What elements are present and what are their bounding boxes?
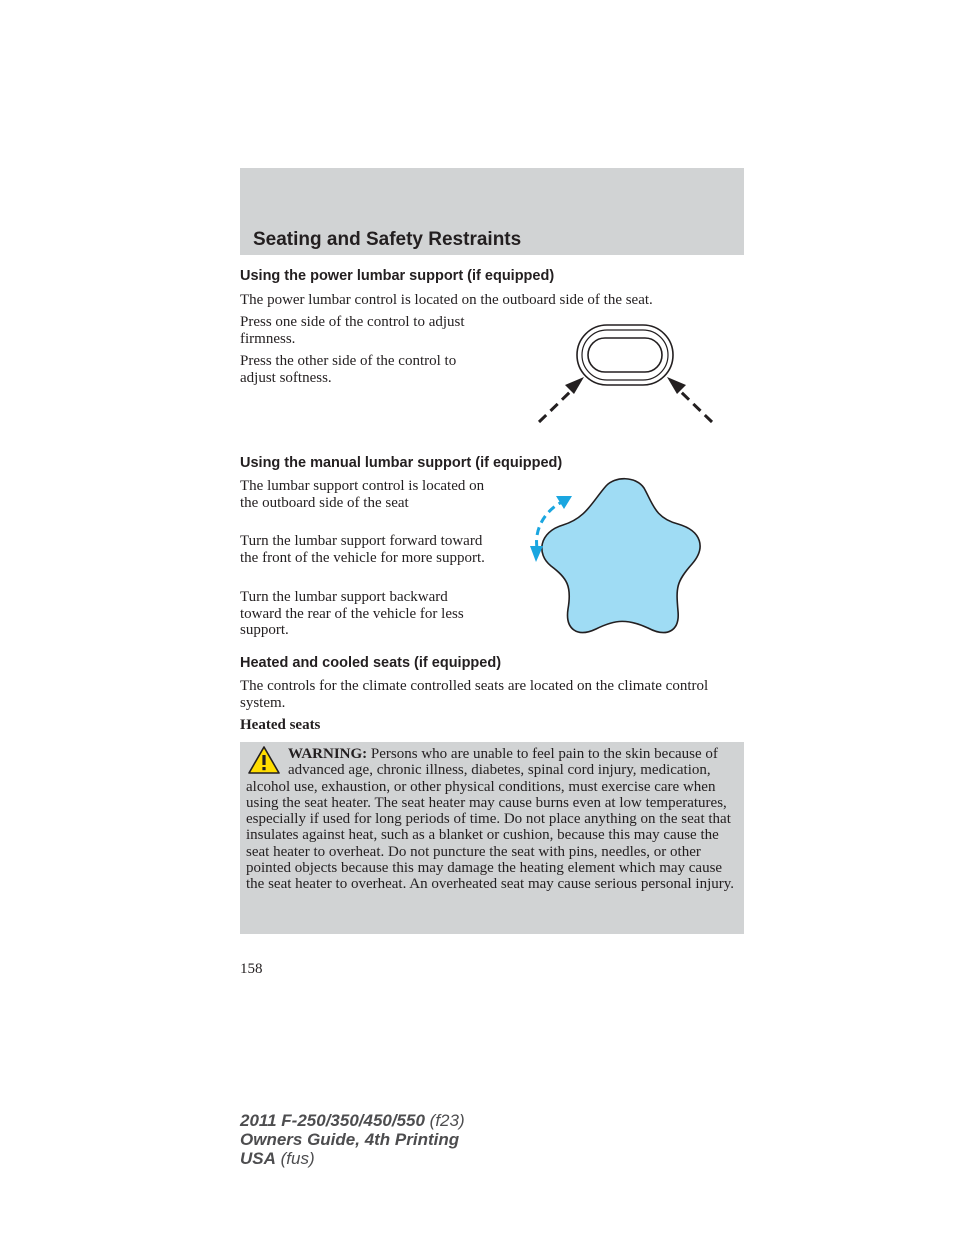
power-lumbar-heading: Using the power lumbar support (if equipped) [240, 268, 555, 284]
section-header [240, 168, 744, 255]
manual-lumbar-location: The lumbar support control is located on the outboard side of the seat [240, 478, 485, 511]
heated-cooled-heading: Heated and cooled seats (if equipped) [240, 655, 502, 671]
footer-line-2: Owners Guide, 4th Printing [240, 1130, 460, 1149]
warning-body: Persons who are unable to feel pain to the skin because of advanced age, chronic illness, diabetes, spinal cord injury, medication, alcohol use, exhaustion, or other physical conditions, must exercise care when using the seat heater. The seat heater may cause burns even at low temperatures, especially if used for long periods of time. Do not place anything on the seat that insulates against heat, such as a blanket or cushion, because this may cause the seat heater to overheat. Do not puncture the seat with pins, needles, or other pointed objects because this may damage the heating element which may cause the seat heater to overheat. An overheated seat may cause serious personal injury. [246, 746, 735, 893]
footer-line-1: 2011 F-250/350/450/550 (f23) [240, 1111, 465, 1130]
warning-box [240, 742, 744, 934]
warning-paragraph [246, 746, 738, 893]
manual-lumbar-heading: Using the manual lumbar support (if equipped) [240, 455, 563, 471]
power-lumbar-switch-figure [530, 320, 720, 430]
section-title: Seating and Safety Restraints [253, 229, 522, 250]
power-lumbar-softness: Press the other side of the control to adjust softness. [240, 353, 457, 386]
manual-lumbar-knob-figure [520, 476, 710, 638]
warning-label: WARNING: [288, 746, 368, 762]
document-footer [240, 1111, 465, 1168]
page-number: 158 [240, 961, 263, 977]
heated-cooled-intro: The controls for the climate controlled seats are located on the climate control system. [240, 678, 709, 711]
manual-lumbar-forward: Turn the lumbar support forward toward the front of the vehicle for more support. [240, 533, 485, 566]
power-lumbar-intro: The power lumbar control is located on the outboard side of the seat. [240, 292, 653, 308]
heated-seats-subheading: Heated seats [240, 717, 321, 733]
footer-line-3: USA (fus) [240, 1149, 315, 1168]
manual-lumbar-backward: Turn the lumbar support backward toward the rear of the vehicle for less support. [240, 589, 464, 638]
power-lumbar-firmness: Press one side of the control to adjust firmness. [240, 314, 465, 347]
